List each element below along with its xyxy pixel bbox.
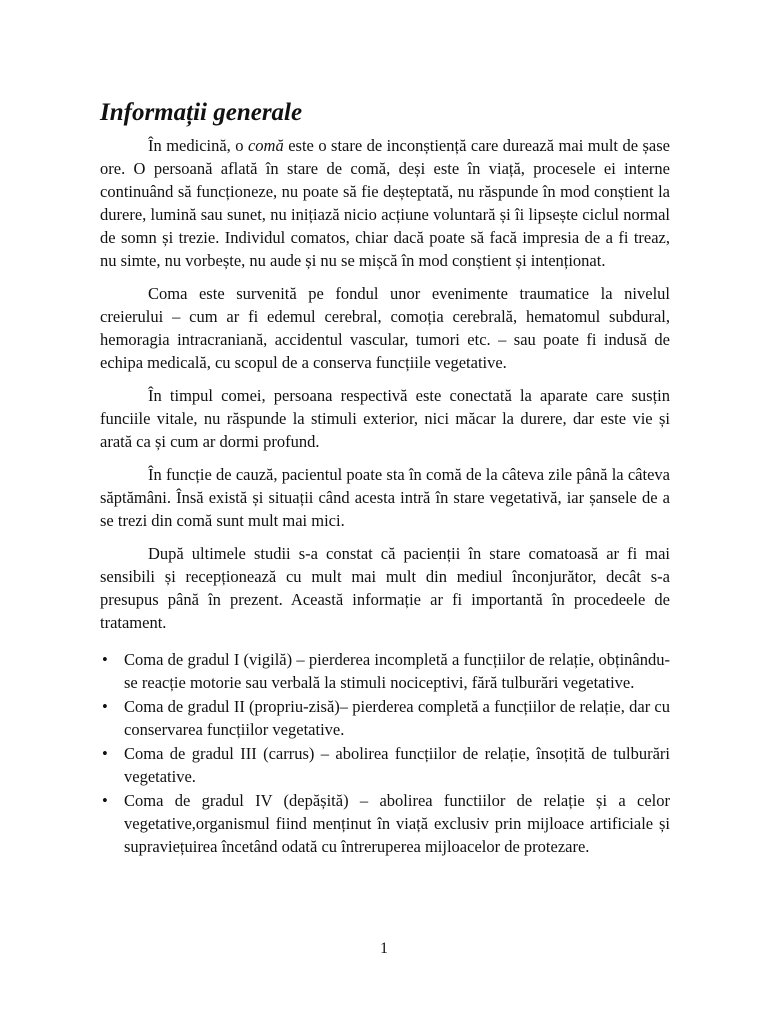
- list-item-text: Coma de gradul II (propriu-zisă)– pierderea completă a funcțiilor de relație, dar cu conservarea funcțiilor vegetative.: [124, 697, 670, 739]
- list-item-text: Coma de gradul III (carrus) – abolirea funcțiilor de relație, însoțită de tulburări vegetative.: [124, 744, 670, 786]
- bullet-icon: •: [102, 650, 108, 669]
- coma-grades-list: [100, 648, 670, 858]
- paragraph-1-before: În medicină, o: [148, 136, 248, 155]
- list-item: [100, 695, 670, 741]
- list-item: [100, 742, 670, 788]
- bullet-icon: •: [102, 791, 108, 810]
- paragraph-1: [100, 134, 670, 272]
- paragraph-1-emphasis: comă: [247, 136, 284, 155]
- paragraph-5: După ultimele studii s-a constat că pacienții în stare comatoasă ar fi mai sensibili și recepționează cu mult mai mult din mediul înconjurător, decât s-a presupus până în prezent. Această informație ar fi importantă în procedeele de tratament.: [100, 544, 670, 632]
- bullet-icon: •: [102, 744, 108, 763]
- bullet-icon: •: [102, 697, 108, 716]
- list-item-text: Coma de gradul I (vigilă) – pierderea incompletă a funcțiilor de relație, obținându-se reacție motorie sau verbală la stimuli nociceptivi, fără tulburări vegetative.: [124, 650, 670, 692]
- list-item: [100, 648, 670, 694]
- list-item-text: Coma de gradul IV (depășită) – abolirea functiilor de relație și a celor vegetative,organismul fiind menținut în viață exclusiv prin mijloace artificiale și supraviețuirea încetând odată cu întreruperea mijloacelor de protezare.: [124, 791, 670, 856]
- document-page: [100, 96, 670, 859]
- paragraph-4: În funcție de cauză, pacientul poate sta în comă de la câteva zile până la câteva săptămâni. Însă există și situații când acesta intră în stare vegetativă, iar șansele de a se trezi din comă sunt mult mai mici.: [100, 465, 670, 530]
- page-number: 1: [380, 940, 388, 957]
- list-item: [100, 789, 670, 858]
- paragraph-1-after: este o stare de inconștiență care durează mai mult de șase ore. O persoană aflată în stare de comă, deși este în viață, procesele ei interne continuând să funcționeze, nu poate să fie deșteptată, nu răspunde în mod conștient la durere, lumină sau sunet, nu inițiază nicio acțiune voluntară și îi lipsește ciclul normal de somn și trezie. Individul comatos, chiar dacă poate să facă impresia de a fi treaz, nu simte, nu vorbește, nu aude și nu se mișcă în mod conștient și intenționat.: [100, 136, 670, 270]
- section-heading: Informații generale: [100, 99, 303, 126]
- paragraph-2: Coma este survenită pe fondul unor evenimente traumatice la nivelul creierului – cum ar fi edemul cerebral, comoția cerebrală, hematomul subdural, hemoragia intracraniană, accidentul vascular, tumori etc. – sau poate fi indusă de echipa medicală, cu scopul de a conserva funcțiile vegetative.: [100, 284, 670, 372]
- paragraph-3: În timpul comei, persoana respectivă este conectată la aparate care susțin funciile vitale, nu răspunde la stimuli exterior, nici măcar la durere, dar este vie și arată ca și cum ar dormi profund.: [100, 386, 670, 451]
